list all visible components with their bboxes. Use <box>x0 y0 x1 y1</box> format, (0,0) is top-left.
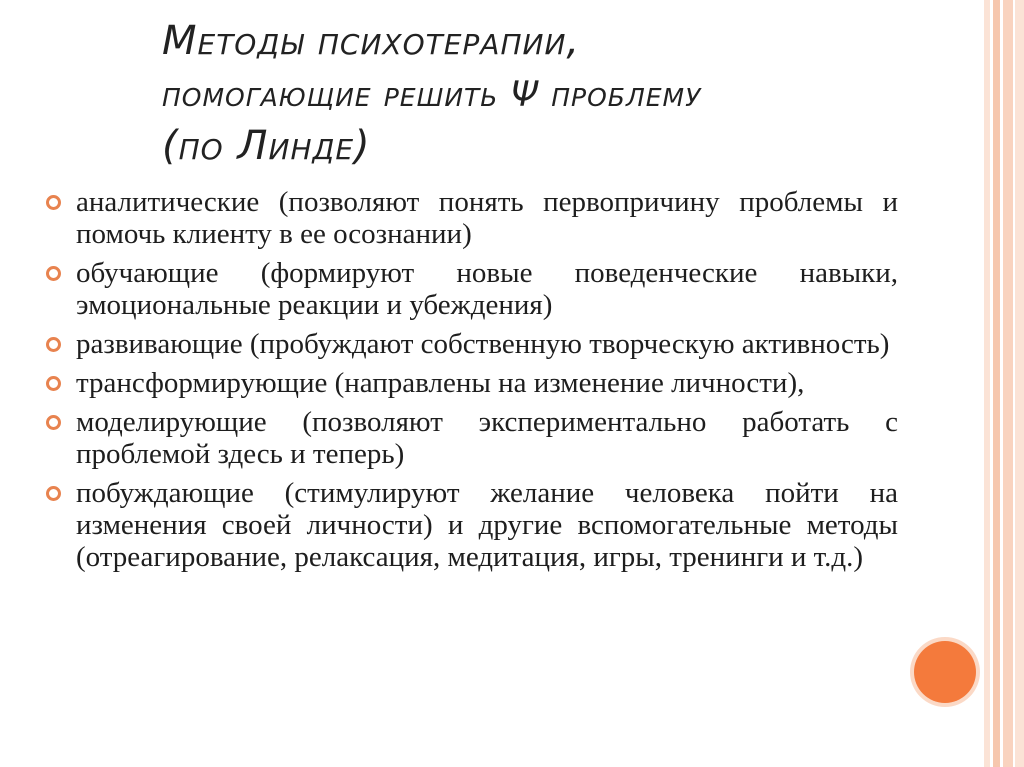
list-item-text: развивающие (пробуждают собственную творческую активность) <box>76 328 890 360</box>
title-line-1: Методы психотерапии, <box>162 18 581 64</box>
list-item <box>44 477 898 573</box>
bullet-ring-icon <box>46 415 61 430</box>
list-item <box>44 367 898 399</box>
title-line-2: помогающие решить Ψ проблему <box>162 75 702 115</box>
list-item <box>44 186 898 250</box>
bullet-ring-icon <box>46 337 61 352</box>
bullet-ring-icon <box>46 195 61 210</box>
list-item-text: трансформирующие (направлены на изменение личности), <box>76 367 805 399</box>
slide-title <box>162 14 992 172</box>
bullet-list <box>44 186 898 580</box>
list-item-text: обучающие (формируют новые поведенческие навыки, эмоциональные реакции и убеждения) <box>76 257 898 321</box>
stripe <box>993 0 1000 767</box>
list-item <box>44 328 898 360</box>
stripe <box>1003 0 1013 767</box>
bullet-ring-icon <box>46 376 61 391</box>
list-item-text: моделирующие (позволяют экспериментально работать с проблемой здесь и теперь) <box>76 406 898 470</box>
list-item <box>44 257 898 321</box>
list-item-text: побуждающие (стимулируют желание человека пойти на изменения своей личности) и другие вспомогательные методы (отреагирование, релаксация, медитация, игры, тренинги и т.д.) <box>76 477 898 573</box>
list-item-text: аналитические (позволяют понять первопричину проблемы и помочь клиенту в ее осознании) <box>76 186 898 250</box>
bullet-ring-icon <box>46 266 61 281</box>
stripe <box>1015 0 1024 767</box>
accent-circle-icon <box>914 641 976 703</box>
bullet-ring-icon <box>46 486 61 501</box>
title-line-3: (по Линде) <box>162 123 371 169</box>
list-item <box>44 406 898 470</box>
